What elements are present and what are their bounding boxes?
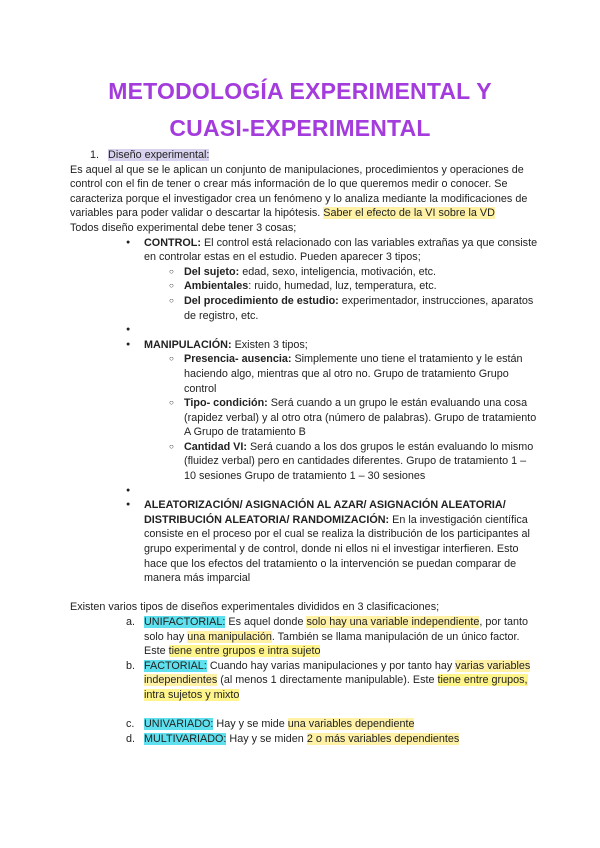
section-heading (70, 148, 540, 163)
spacer (70, 586, 540, 601)
tipo-multivariado (126, 732, 540, 747)
tipo-label: UNIVARIADO: (144, 718, 214, 731)
spacer (126, 703, 540, 718)
tipos-list (70, 615, 540, 746)
list-item (166, 440, 540, 484)
item-text: edad, sexo, inteligencia, motivación, etc. (242, 265, 437, 278)
item-label: Ambientales (184, 280, 249, 293)
item-label: Del procedimiento de estudio: (184, 294, 339, 307)
manipulacion-label: MANIPULACIÓN: (144, 338, 232, 351)
tipo-highlight: una variables dependiente (287, 718, 415, 731)
item-label: Del sujeto: (184, 265, 240, 278)
tipo-label: UNIFACTORIAL: (144, 616, 226, 628)
item-text: : ruido, humedad, luz, temperatura, etc. (248, 280, 437, 293)
control-text: El control está relacionado con las variables extrañas ya que consiste en controlar estas en el estudio. Pueden aparecer 3 tipos; (144, 236, 538, 264)
tipo-text: Hay y se miden (229, 732, 304, 745)
tipo-highlight: 2 o más variables dependientes (306, 732, 460, 745)
list-item-control (112, 236, 540, 324)
tipo-highlight: una manipulación (187, 630, 272, 643)
tipo-text: Hay y se mide (216, 718, 285, 731)
definition-highlight: Saber el efecto de la VI sobre la VD (323, 207, 495, 220)
tipo-unifactorial (126, 615, 540, 659)
item-text: experimentador, instrucciones, aparatos de registro, etc. (184, 294, 534, 322)
list-item (166, 396, 540, 440)
section-heading-text: Diseño experimental: (108, 149, 210, 161)
item-text: Será cuando a un grupo le están evaluando una cosa (rapidez verbal) y al otro otra (número de palabras). Grupo de tratamiento A Grupo de tratamiento B (184, 397, 537, 439)
item-label: Tipo- condición: (184, 397, 268, 410)
control-label: CONTROL: (144, 236, 201, 249)
tipo-highlight: varias variables independientes (144, 659, 531, 687)
tipos-intro: Existen varios tipos de diseños experimentales divididos en 3 clasificaciones; (70, 601, 440, 614)
page-title-line-2: CUASI-EXPERIMENTAL (169, 115, 431, 141)
list-marker: a. (126, 616, 136, 628)
definition-paragraph (70, 163, 540, 221)
list-item (166, 352, 540, 396)
manipulacion-sublist (144, 352, 540, 483)
requirements-list (70, 236, 540, 586)
tipo-text: (al menos 1 directamente manipulable). Este (220, 674, 435, 687)
item-label: Cantidad VI: (184, 440, 247, 453)
tipo-highlight: solo hay una variable independiente (306, 616, 480, 628)
item-label: Presencia- ausencia: (184, 353, 292, 366)
list-item-manipulacion (112, 338, 540, 484)
tipo-text: , por tanto solo hay (144, 616, 528, 643)
definition-text: Es aquel al que se le aplican un conjunto de manipulaciones, procedimientos y operaciones de control con el fin de tener o crear más información de lo que queremos medir o conocer. Se caracteriza porque el investigador crea un fenómeno y lo analiza mediante la modificaciones de variables para poder validar o descartar la hipótesis. (70, 163, 528, 220)
list-item (166, 265, 540, 280)
tipo-text: Es aquel donde (228, 616, 304, 628)
item-text: Será cuando a los dos grupos le están evaluando lo mismo (fluidez verbal) pero en cantidades diferentes. Grupo de tratamiento 1 – 10 sesiones Grupo de tratamiento 1 – 30 sesiones (184, 440, 534, 483)
tipo-label: MULTIVARIADO: (144, 732, 227, 745)
list-item (166, 294, 540, 323)
tipo-factorial (126, 659, 540, 703)
spacer (112, 323, 540, 338)
aleatorizacion-text: En la investigación científica consiste en el proceso por el cual se realiza la distribución de los participantes al grupo experimental y de control, donde ni ellos ni el investigar interfieren. Esto hace que los efectos del tratamiento o la intervención se puedan comparar de manera más imparcial (144, 513, 530, 585)
spacer (112, 484, 540, 499)
tipo-highlight: tiene entre grupos, intra sujetos y mixto (144, 674, 528, 701)
list-item (166, 279, 540, 294)
item-text: Simplemente uno tiene el tratamiento y le están haciendo algo, mientras que al otro no. Grupo de tratamiento Grupo control (184, 353, 523, 395)
tipo-text: . También se llama manipulación de un único factor. Este (144, 630, 520, 658)
intro-line: Todos diseño experimental debe tener 3 cosas; (70, 221, 297, 234)
control-sublist (144, 265, 540, 323)
list-marker: c. (126, 718, 135, 731)
tipo-text: Cuando hay varias manipulaciones y por tanto hay (209, 659, 453, 672)
manipulacion-text: Existen 3 tipos; (234, 338, 308, 351)
document-body (70, 148, 540, 746)
page-title-line-1: METODOLOGÍA EXPERIMENTAL Y (108, 78, 492, 104)
tipo-label: FACTORIAL: (144, 659, 207, 672)
list-marker: d. (126, 732, 136, 745)
section-number: 1. (90, 149, 100, 161)
tipo-univariado (126, 717, 540, 732)
list-marker: b. (126, 659, 136, 672)
list-item-aleatorizacion (112, 498, 540, 586)
aleatorizacion-label: ALEATORIZACIÓN/ ASIGNACIÓN AL AZAR/ ASIGNACIÓN ALEATORIA/ DISTRIBUCIÓN ALEATORIA/ RANDOMIZACIÓN: (144, 499, 506, 526)
tipo-highlight: tiene entre grupos e intra sujeto (168, 645, 321, 658)
